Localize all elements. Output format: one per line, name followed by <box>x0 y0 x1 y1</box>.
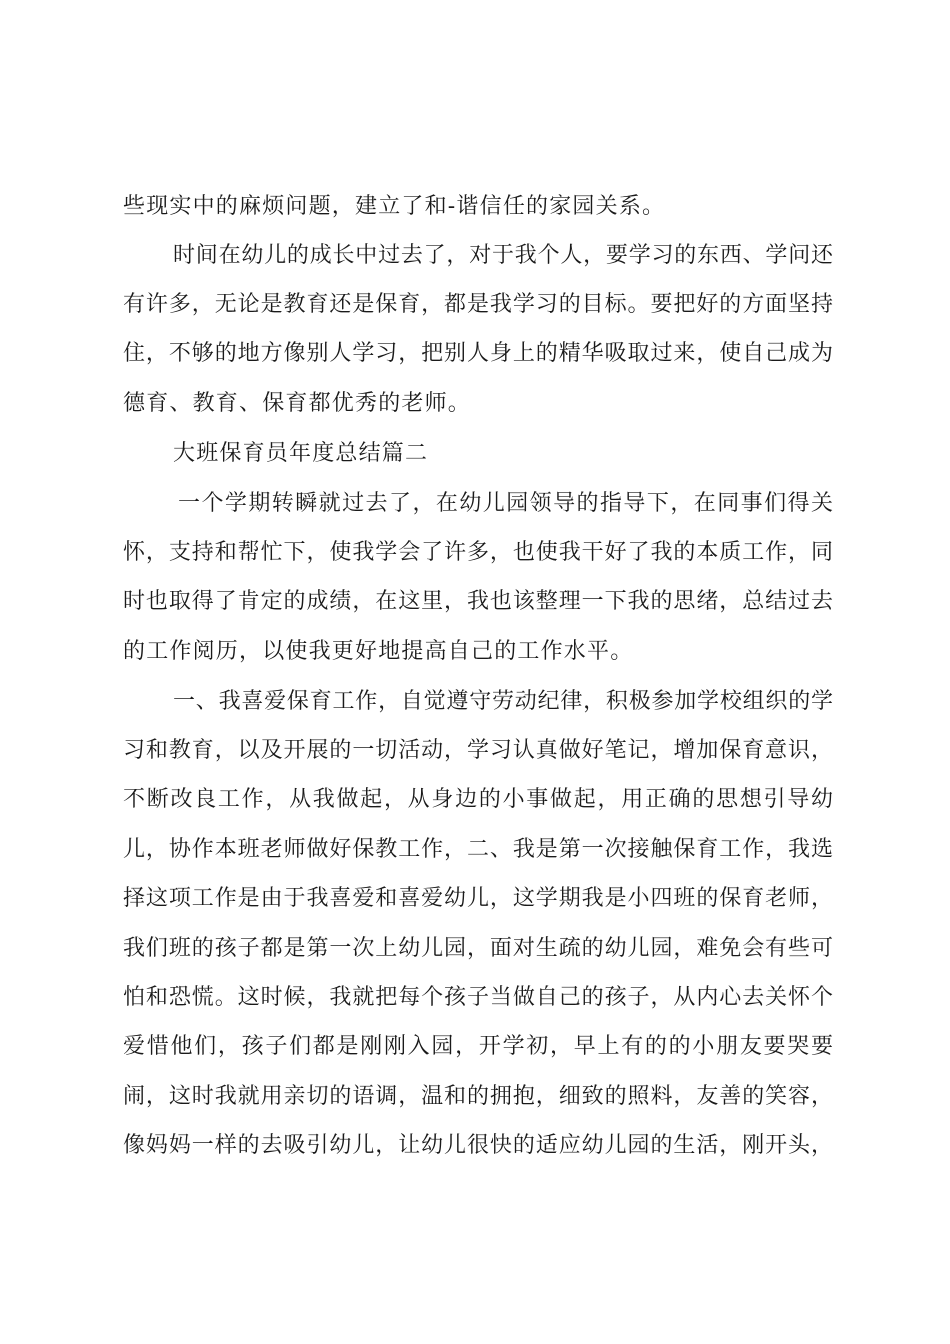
text-line: 怀，支持和帮忙下，使我学会了许多，也使我干好了我的本质工作，同 <box>123 540 833 565</box>
text-line: 些现实中的麻烦问题，建立了和-谐信任的家园关系。 <box>123 194 666 219</box>
text-line: 德育、教育、保育都优秀的老师。 <box>123 391 472 416</box>
text-line: 闹，这时我就用亲切的语调，温和的拥抱，细致的照料，友善的笑容， <box>123 1084 833 1109</box>
text-line: 爱惜他们，孩子们都是刚刚入园，开学初，早上有的的小朋友要哭要 <box>123 1034 833 1059</box>
text-line: 住，不够的地方像别人学习，把别人身上的精华吸取过来，使自己成为 <box>123 341 833 366</box>
paragraph-start-line: 时间在幼儿的成长中过去了，对于我个人，要学习的东西、学问还 <box>173 243 833 268</box>
text-line: 怕和恐慌。这时候，我就把每个孩子当做自己的孩子，从内心去关怀个 <box>123 985 833 1010</box>
text-line: 不断改良工作，从我做起，从身边的小事做起，用正确的思想引导幼 <box>123 787 833 812</box>
text-line: 习和教育，以及开展的一切活动，学习认真做好笔记，增加保育意识， <box>123 738 833 763</box>
text-line: 有许多，无论是教育还是保育，都是我学习的目标。要把好的方面坚持 <box>123 292 833 317</box>
text-line: 我们班的孩子都是第一次上幼儿园，面对生疏的幼儿园，难免会有些可 <box>123 936 833 961</box>
section-heading: 大班保育员年度总结篇二 <box>173 441 429 466</box>
text-line: 儿，协作本班老师做好保教工作，二、我是第一次接触保育工作，我选 <box>123 837 833 862</box>
paragraph-start-line: 一、我喜爱保育工作，自觉遵守劳动纪律，积极参加学校组织的学 <box>173 689 833 714</box>
text-line: 像妈妈一样的去吸引幼儿，让幼儿很快的适应幼儿园的生活，刚开头， <box>123 1133 833 1158</box>
text-line: 的工作阅历，以使我更好地提高自己的工作水平。 <box>123 639 634 664</box>
paragraph-start-line: 一个学期转瞬就过去了，在幼儿园领导的指导下，在同事们得关 <box>178 491 833 516</box>
text-line: 时也取得了肯定的成绩，在这里，我也该整理一下我的思绪，总结过去 <box>123 589 833 614</box>
text-line: 择这项工作是由于我喜爱和喜爱幼儿，这学期我是小四班的保育老师， <box>123 886 833 911</box>
